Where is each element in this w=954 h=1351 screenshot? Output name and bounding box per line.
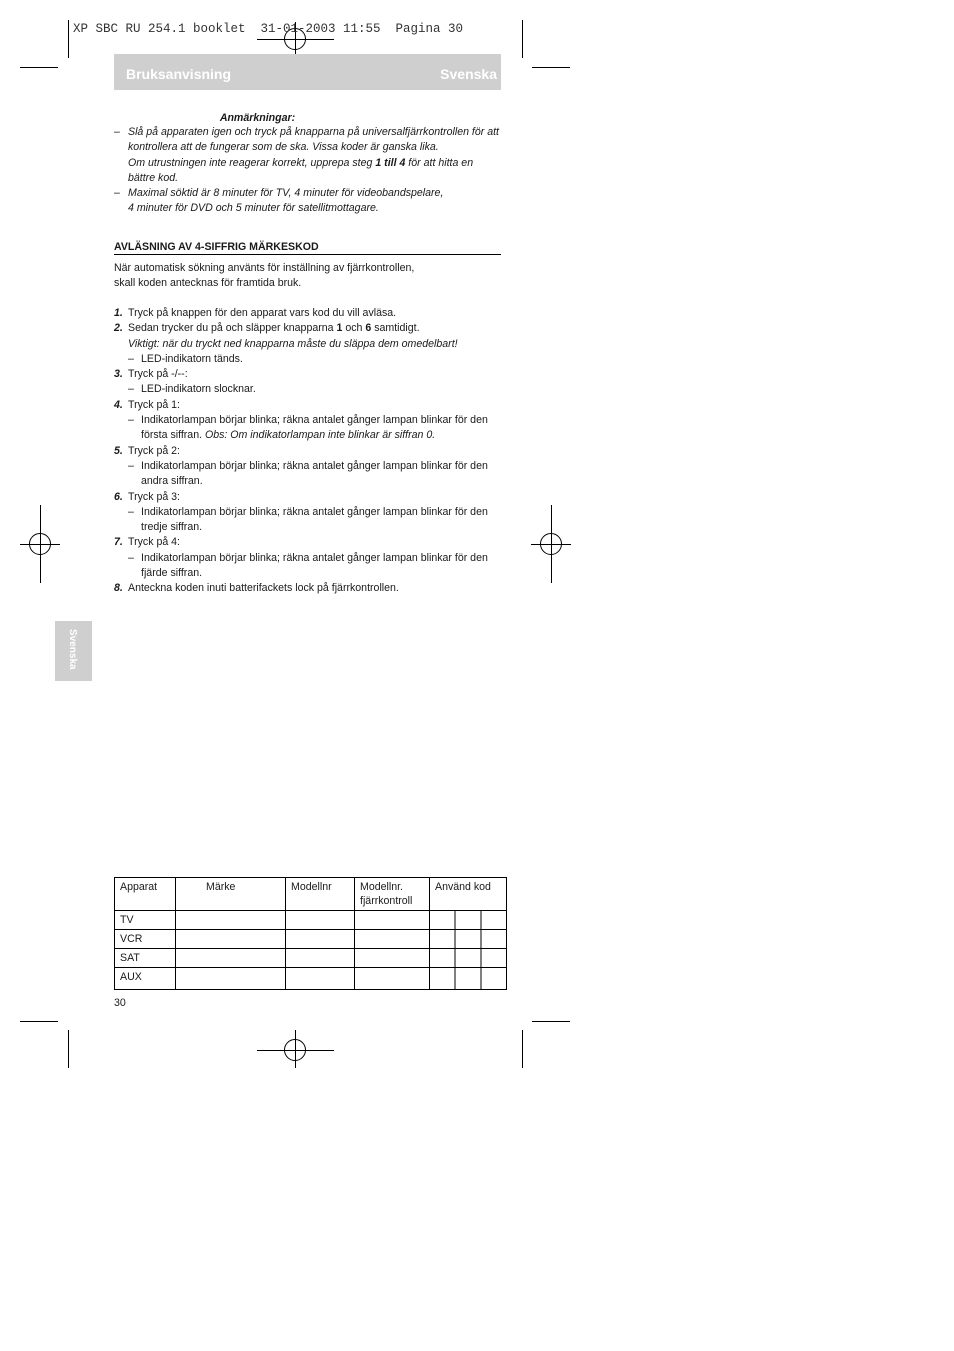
- table-row: SAT: [115, 949, 507, 968]
- table-row: AUX: [115, 968, 507, 990]
- note-line: 4 minuter för DVD och 5 minuter för satellitmottagare.: [128, 202, 379, 215]
- step-2: 2. Sedan trycker du på och släpper knapparna 1 och 6 samtidigt. Viktigt: när du tryckt ned knapparna måste du släppa dem omedelbart! – LED-indikatorn tänds.: [114, 321, 504, 367]
- print-slug: XP SBC RU 254.1 booklet 31-01-2003 11:55 Pagina 30: [73, 22, 464, 36]
- note-line: Slå på apparaten igen och tryck på knapparna på universalfjärrkontrollen för att: [128, 126, 500, 138]
- col-header: Modellnr. fjärrkontroll: [355, 878, 430, 911]
- page-header: [114, 54, 501, 90]
- step-1: 1. Tryck på knappen för den apparat vars kod du vill avläsa.: [114, 307, 397, 319]
- section-intro: [114, 261, 504, 292]
- step-7: 7. Tryck på 4: – Indikatorlampan börjar blinka; räkna antalet gånger lampan blinkar för den fjärde siffran.: [114, 535, 504, 581]
- note-item: – Maximal söktid är 8 minuter för TV, 4 minuter för videobandspelare, 4 minuter för DVD och 5 minuter för satellitmottagare.: [114, 186, 504, 217]
- col-header: Använd kod: [430, 878, 507, 911]
- note-line: bättre kod.: [128, 171, 179, 184]
- step-6: 6. Tryck på 3: – Indikatorlampan börjar blinka; räkna antalet gånger lampan blinkar för den tredje siffran.: [114, 490, 504, 536]
- note-item: – Slå på apparaten igen och tryck på knapparna på universalfjärrkontrollen för att kontrollera att de fungerar som de ska. Vissa koder är ganska lika. Om utrustningen inte reagerar korrekt, upprepa steg 1 till 4 för att hitta en bättre kod.: [114, 125, 504, 186]
- step-2-result: – LED-indikatorn tänds.: [128, 352, 243, 365]
- table-row: VCR: [115, 930, 507, 949]
- table-header-row: [115, 878, 507, 911]
- table-row: TV: [115, 911, 507, 930]
- header-title: Bruksanvisning: [126, 66, 232, 82]
- note-line: Maximal söktid är 8 minuter för TV, 4 minuter för videobandspelare,: [128, 187, 444, 200]
- notes-title: Anmärkningar:: [219, 112, 296, 124]
- step-3: 3. Tryck på -/--: – LED-indikatorn slocknar.: [114, 367, 504, 398]
- col-header: Modellnr: [286, 878, 355, 911]
- code-table: [114, 877, 507, 990]
- intro-line: skall koden antecknas för framtida bruk.: [114, 277, 302, 290]
- col-header: Märke: [176, 878, 286, 911]
- notes-list: [114, 125, 504, 217]
- step-7-result: – Indikatorlampan börjar blinka; räkna antalet gånger lampan blinkar för den fjärde siffran.: [128, 551, 488, 580]
- side-language-tab: [55, 621, 92, 681]
- col-header: Apparat: [115, 878, 176, 911]
- step-6-result: – Indikatorlampan börjar blinka; räkna antalet gånger lampan blinkar för den tredje siffran.: [128, 505, 488, 534]
- step-2-warning: Viktigt: när du tryckt ned knapparna måste du släppa dem omedelbart!: [128, 337, 458, 350]
- section-title: AVLÄSNING AV 4-SIFFRIG MÄRKESKOD: [114, 241, 501, 255]
- step-4-result: – Indikatorlampan börjar blinka; räkna antalet gånger lampan blinkar för den första siffran. Obs: Om indikatorlampan inte blinkar är siffran 0.: [128, 414, 488, 442]
- step-4: 4. Tryck på 1: – Indikatorlampan börjar blinka; räkna antalet gånger lampan blinkar för den första siffran. Obs: Om indikatorlampan inte blinkar är siffran 0.: [114, 398, 504, 444]
- side-tab-label: Svenska: [67, 629, 78, 670]
- step-8: 8. Anteckna koden inuti batterifackets lock på fjärrkontrollen.: [114, 582, 399, 595]
- note-line: kontrollera att de fungerar som de ska. Vissa koder är ganska lika.: [128, 141, 439, 154]
- steps-list: [114, 306, 504, 597]
- header-language: Svenska: [440, 66, 497, 82]
- note-line: Om utrustningen inte reagerar korrekt, upprepa steg 1 till 4 för att hitta en: [128, 156, 474, 169]
- intro-line: När automatisk sökning använts för inställning av fjärrkontrollen,: [114, 262, 415, 274]
- step-3-result: – LED-indikatorn slocknar.: [128, 383, 256, 396]
- page-number: 30: [114, 997, 126, 1009]
- step-5-result: – Indikatorlampan börjar blinka; räkna antalet gånger lampan blinkar för den andra siffran.: [128, 459, 488, 488]
- step-5: 5. Tryck på 2: – Indikatorlampan börjar blinka; räkna antalet gånger lampan blinkar för den andra siffran.: [114, 444, 504, 490]
